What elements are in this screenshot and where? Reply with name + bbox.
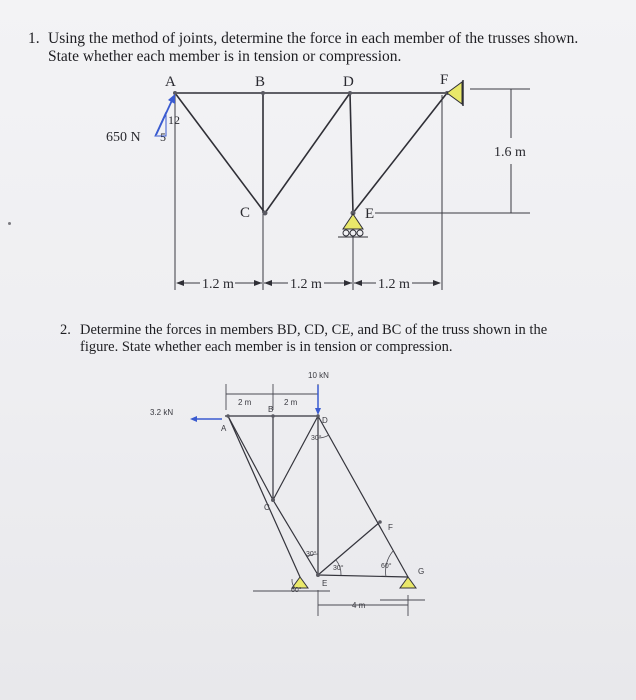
member-A-support — [228, 416, 300, 577]
problem-2-text-1: Determine the forces in members BD, CD, CE, and BC of the truss shown in the — [80, 322, 548, 338]
label-A: A — [165, 74, 176, 90]
load-3.2kN-head — [190, 416, 197, 422]
height-label: 1.6 m — [494, 145, 526, 160]
member-CD — [273, 416, 318, 500]
spacing-1-label: 1.2 m — [202, 277, 234, 292]
load-10kN-head — [315, 408, 321, 415]
joint-C — [271, 498, 275, 502]
joint-D — [316, 414, 320, 418]
angle-support-label: 60° — [291, 587, 302, 594]
member-EG — [318, 575, 408, 577]
dim-1-label: 2 m — [238, 398, 252, 407]
spacing-2-label: 1.2 m — [290, 277, 322, 292]
problem-1-number: 1. — [28, 30, 40, 47]
slope-12-label: 12 — [168, 113, 180, 127]
joint-E — [316, 573, 320, 577]
slope-5-label: 5 — [160, 130, 166, 144]
problem-2-text-2: figure. State whether each member is in tension or compression. — [80, 339, 453, 355]
dim-bottom-label: 4 m — [352, 601, 366, 610]
label-F: F — [440, 72, 449, 88]
spacing-3-label: 1.2 m — [378, 277, 410, 292]
label-D: D — [343, 74, 354, 90]
problem-2-number: 2. — [60, 322, 71, 338]
member-CE — [273, 500, 318, 575]
load-top-label: 10 kN — [308, 371, 329, 380]
joint-A — [226, 414, 230, 418]
member-AC — [228, 416, 273, 500]
label-B: B — [255, 74, 266, 90]
label-B: B — [268, 405, 274, 414]
label-A: A — [221, 424, 227, 433]
label-C: C — [240, 205, 251, 221]
member-EF — [318, 522, 380, 575]
pin-support-G — [400, 577, 416, 588]
angle-D-label: 30° — [311, 435, 322, 442]
label-E: E — [322, 579, 328, 588]
joint-B — [271, 414, 275, 418]
angle-E2-label: 30° — [333, 565, 344, 572]
label-E: E — [365, 206, 375, 222]
load-left-label: 3.2 kN — [150, 408, 174, 417]
label-G: G — [418, 567, 425, 576]
dim-2-label: 2 m — [284, 398, 298, 407]
member-DG — [318, 416, 408, 577]
angle-F-label: 60° — [381, 563, 392, 570]
joint-F — [378, 520, 382, 524]
problem-1-text-1: Using the method of joints, determine the force in each member of the trusses shown. — [48, 30, 579, 47]
label-D: D — [322, 416, 328, 425]
label-F: F — [388, 523, 393, 532]
label-C: C — [264, 503, 270, 512]
problem-1-text-2: State whether each member is in tension or compression. — [48, 48, 402, 65]
angle-E1-label: 30° — [306, 551, 317, 558]
load-label: 650 N — [106, 130, 141, 145]
